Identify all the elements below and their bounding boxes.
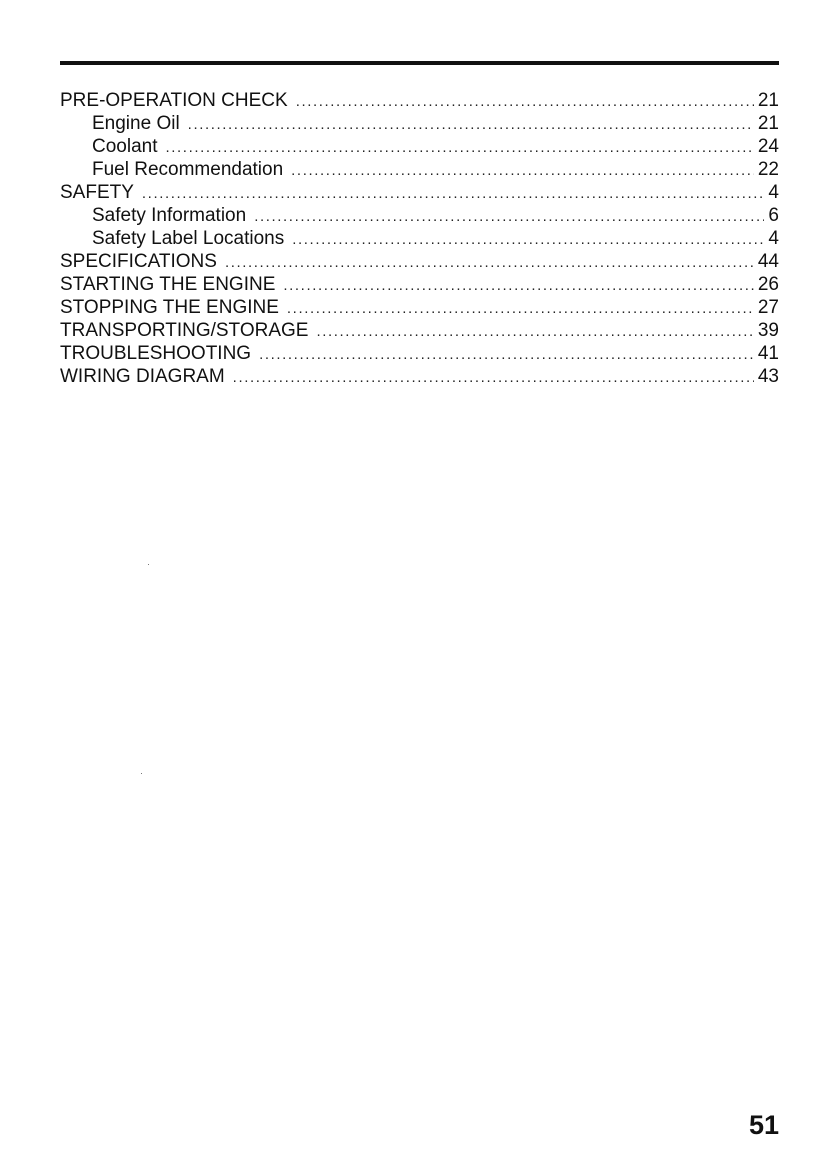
scan-speck (148, 564, 149, 565)
dot-leader (142, 182, 765, 205)
index-entry-page: 43 (757, 366, 779, 387)
index-entry-label: Coolant (92, 136, 158, 157)
index-entry-starting-the-engine[interactable] (60, 273, 779, 296)
dot-leader (316, 320, 753, 343)
index-entry-transporting-storage[interactable] (60, 319, 779, 342)
index-entry-page: 24 (757, 136, 779, 157)
index-entry-label: Safety Label Locations (92, 228, 285, 249)
index-entry-safety-label-locations[interactable] (60, 227, 779, 250)
index-entry-page: 21 (757, 113, 779, 134)
index-entry-specifications[interactable] (60, 250, 779, 273)
index-entry-page: 27 (757, 297, 779, 318)
dot-leader (225, 251, 754, 274)
dot-leader (291, 159, 754, 182)
index-entry-label: Fuel Recommendation (92, 159, 284, 180)
index-entry-label: TROUBLESHOOTING (60, 343, 252, 364)
index-entry-page: 6 (768, 205, 779, 226)
dot-leader (166, 136, 754, 159)
page-number: 51 (748, 1110, 779, 1140)
index-entry-page: 21 (757, 90, 779, 111)
scan-speck (141, 773, 142, 774)
index-entry-label: TRANSPORTING/STORAGE (60, 320, 309, 341)
index-entry-label: Safety Information (92, 205, 247, 226)
index-entry-coolant[interactable] (60, 135, 779, 158)
top-rule (60, 61, 779, 65)
index-entry-label: WIRING DIAGRAM (60, 366, 225, 387)
dot-leader (287, 297, 754, 320)
index-entry-label: PRE-OPERATION CHECK (60, 90, 288, 111)
index-entry-page: 4 (768, 228, 779, 249)
index-entry-troubleshooting[interactable] (60, 342, 779, 365)
index-entry-page: 4 (768, 182, 779, 203)
dot-leader (259, 343, 754, 366)
dot-leader (254, 205, 764, 228)
index-entry-label: STARTING THE ENGINE (60, 274, 276, 295)
index-entry-stopping-the-engine[interactable] (60, 296, 779, 319)
index-entry-pre-operation-check[interactable] (60, 89, 779, 112)
index-entry-label: STOPPING THE ENGINE (60, 297, 279, 318)
index-entry-page: 22 (757, 159, 779, 180)
dot-leader (283, 274, 753, 297)
index-entry-engine-oil[interactable] (60, 112, 779, 135)
dot-leader (296, 90, 754, 113)
index-entry-label: SAFETY (60, 182, 134, 203)
index-entry-page: 26 (757, 274, 779, 295)
index-entry-label: Engine Oil (92, 113, 180, 134)
index-list (60, 89, 779, 388)
index-entry-page: 44 (757, 251, 779, 272)
index-entry-page: 41 (757, 343, 779, 364)
index-entry-safety[interactable] (60, 181, 779, 204)
dot-leader (188, 113, 754, 136)
index-entry-fuel-recommendation[interactable] (60, 158, 779, 181)
index-entry-label: SPECIFICATIONS (60, 251, 217, 272)
index-entry-safety-information[interactable] (60, 204, 779, 227)
dot-leader (292, 228, 764, 251)
index-entry-wiring-diagram[interactable] (60, 365, 779, 388)
dot-leader (233, 366, 754, 389)
index-entry-page: 39 (757, 320, 779, 341)
